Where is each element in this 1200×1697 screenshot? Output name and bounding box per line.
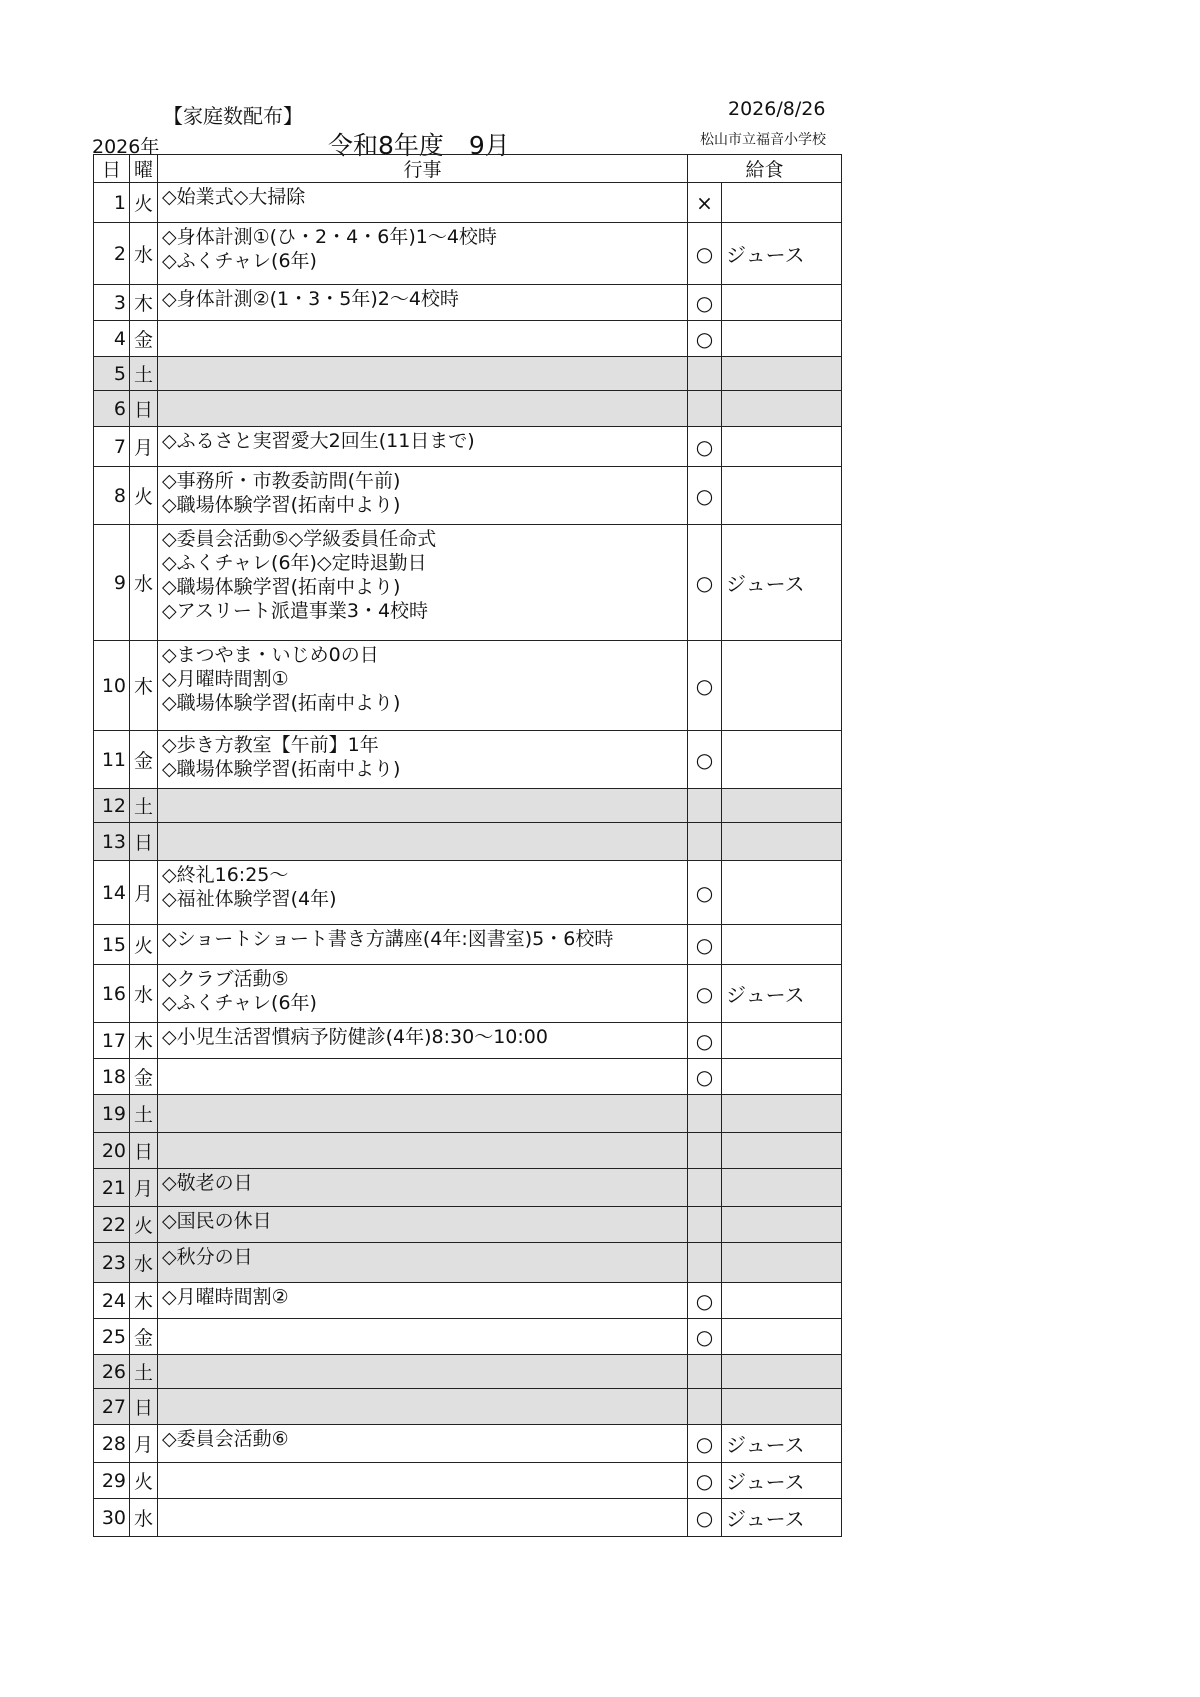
day-cell: 10	[94, 641, 130, 731]
events-cell	[158, 925, 688, 965]
lunch-note-cell	[722, 861, 842, 925]
weekday-cell: 月	[130, 1425, 158, 1463]
event-item: ◇終礼16:25～	[162, 864, 289, 886]
events-cell	[158, 1243, 688, 1283]
day-cell: 17	[94, 1023, 130, 1059]
table-row	[94, 427, 842, 467]
events-cell	[158, 823, 688, 861]
day-cell: 29	[94, 1463, 130, 1499]
lunch-mark-cell: ○	[688, 1425, 722, 1463]
lunch-mark-cell: ○	[688, 965, 722, 1023]
table-row	[94, 1059, 842, 1095]
day-cell: 26	[94, 1355, 130, 1389]
lunch-note-cell	[722, 467, 842, 525]
lunch-mark-cell: ○	[688, 1463, 722, 1499]
weekday-cell: 火	[130, 1463, 158, 1499]
lunch-mark-cell: ○	[688, 1023, 722, 1059]
event-item: ◇身体計測①(ひ・2・4・6年)1～4校時	[162, 226, 497, 248]
events-cell	[158, 1463, 688, 1499]
event-item: ◇月曜時間割②	[162, 1286, 289, 1308]
events-cell	[158, 391, 688, 427]
lunch-note-cell	[722, 391, 842, 427]
weekday-cell: 金	[130, 1059, 158, 1095]
table-row	[94, 223, 842, 285]
lunch-mark-cell	[688, 1095, 722, 1133]
lunch-mark-cell	[688, 391, 722, 427]
lunch-note-cell	[722, 789, 842, 823]
lunch-note-cell	[722, 1243, 842, 1283]
lunch-mark-cell: ○	[688, 321, 722, 357]
lunch-mark-cell: ×	[688, 183, 722, 223]
event-item: ◇委員会活動⑤◇学級委員任命式	[162, 528, 437, 550]
table-row	[94, 1463, 842, 1499]
school-name: 松山市立福音小学校	[700, 132, 826, 148]
page-title: 令和8年度 9月	[328, 131, 510, 160]
header-day: 日	[94, 155, 130, 183]
event-item: ◇職場体験学習(拓南中より)	[162, 494, 401, 516]
event-item: ◇始業式◇大掃除	[162, 186, 306, 208]
table-row	[94, 1389, 842, 1425]
header-lunch: 給食	[688, 155, 842, 183]
events-cell	[158, 1499, 688, 1537]
table-row	[94, 391, 842, 427]
lunch-mark-cell	[688, 1207, 722, 1243]
lunch-note-cell	[722, 925, 842, 965]
distribution-label: 【家庭数配布】	[163, 104, 303, 128]
weekday-cell: 日	[130, 823, 158, 861]
lunch-note-cell	[722, 1133, 842, 1169]
table-row	[94, 321, 842, 357]
day-cell: 11	[94, 731, 130, 789]
day-cell: 30	[94, 1499, 130, 1537]
day-cell: 4	[94, 321, 130, 357]
weekday-cell: 日	[130, 391, 158, 427]
table-row	[94, 467, 842, 525]
event-item: ◇事務所・市教委訪問(午前)	[162, 470, 401, 492]
lunch-mark-cell	[688, 1389, 722, 1425]
table-row	[94, 1355, 842, 1389]
weekday-cell: 金	[130, 1319, 158, 1355]
table-row	[94, 1499, 842, 1537]
day-cell: 15	[94, 925, 130, 965]
lunch-mark-cell: ○	[688, 427, 722, 467]
lunch-mark-cell: ○	[688, 525, 722, 641]
lunch-note-cell	[722, 285, 842, 321]
event-item: ◇秋分の日	[162, 1246, 253, 1268]
event-item: ◇月曜時間割①	[162, 668, 289, 690]
events-cell	[158, 1133, 688, 1169]
lunch-note-cell	[722, 357, 842, 391]
events-cell	[158, 1059, 688, 1095]
table-row	[94, 1243, 842, 1283]
lunch-mark-cell	[688, 1133, 722, 1169]
weekday-cell: 土	[130, 357, 158, 391]
events-cell	[158, 285, 688, 321]
event-item: ◇国民の休日	[162, 1210, 272, 1232]
day-cell: 16	[94, 965, 130, 1023]
lunch-note-cell	[722, 823, 842, 861]
event-item: ◇職場体験学習(拓南中より)	[162, 576, 401, 598]
lunch-note-cell	[722, 183, 842, 223]
day-cell: 23	[94, 1243, 130, 1283]
header-weekday: 曜	[130, 155, 158, 183]
table-row	[94, 925, 842, 965]
lunch-mark-cell	[688, 1355, 722, 1389]
event-item: ◇福祉体験学習(4年)	[162, 888, 337, 910]
lunch-note-cell: ジュース	[722, 965, 842, 1023]
lunch-mark-cell: ○	[688, 861, 722, 925]
weekday-cell: 木	[130, 641, 158, 731]
events-cell	[158, 861, 688, 925]
event-item: ◇まつやま・いじめ0の日	[162, 644, 379, 666]
events-cell	[158, 1095, 688, 1133]
event-item: ◇職場体験学習(拓南中より)	[162, 692, 401, 714]
lunch-note-cell	[722, 641, 842, 731]
table-row	[94, 1169, 842, 1207]
day-cell: 22	[94, 1207, 130, 1243]
lunch-note-cell	[722, 1319, 842, 1355]
lunch-note-cell	[722, 731, 842, 789]
table-row	[94, 861, 842, 925]
event-item: ◇職場体験学習(拓南中より)	[162, 758, 401, 780]
event-item: ◇ショートショート書き方講座(4年:図書室)5・6校時	[162, 928, 614, 950]
event-item: ◇ふるさと実習愛大2回生(11日まで)	[162, 430, 475, 452]
weekday-cell: 土	[130, 1095, 158, 1133]
event-item: ◇委員会活動⑥	[162, 1428, 289, 1450]
events-cell	[158, 357, 688, 391]
events-cell	[158, 965, 688, 1023]
day-cell: 8	[94, 467, 130, 525]
event-item: ◇ふくチャレ(6年)	[162, 250, 317, 272]
events-cell	[158, 1283, 688, 1319]
schedule-body	[94, 183, 842, 1537]
day-cell: 24	[94, 1283, 130, 1319]
lunch-note-cell: ジュース	[722, 1463, 842, 1499]
lunch-note-cell	[722, 427, 842, 467]
lunch-mark-cell: ○	[688, 223, 722, 285]
weekday-cell: 日	[130, 1389, 158, 1425]
weekday-cell: 火	[130, 1207, 158, 1243]
lunch-mark-cell: ○	[688, 925, 722, 965]
event-item: ◇身体計測②(1・3・5年)2～4校時	[162, 288, 459, 310]
events-cell	[158, 467, 688, 525]
lunch-mark-cell: ○	[688, 467, 722, 525]
table-row	[94, 965, 842, 1023]
day-cell: 27	[94, 1389, 130, 1425]
lunch-mark-cell	[688, 823, 722, 861]
lunch-mark-cell: ○	[688, 285, 722, 321]
weekday-cell: 水	[130, 1499, 158, 1537]
weekday-cell: 水	[130, 1243, 158, 1283]
table-row	[94, 1095, 842, 1133]
table-row	[94, 641, 842, 731]
weekday-cell: 土	[130, 1355, 158, 1389]
events-cell	[158, 321, 688, 357]
issue-date: 2026/8/26	[728, 98, 826, 120]
lunch-note-cell	[722, 1023, 842, 1059]
day-cell: 3	[94, 285, 130, 321]
table-row	[94, 183, 842, 223]
day-cell: 21	[94, 1169, 130, 1207]
table-row	[94, 1023, 842, 1059]
table-row	[94, 525, 842, 641]
weekday-cell: 木	[130, 1283, 158, 1319]
day-cell: 13	[94, 823, 130, 861]
weekday-cell: 火	[130, 183, 158, 223]
lunch-note-cell: ジュース	[722, 1425, 842, 1463]
lunch-mark-cell: ○	[688, 641, 722, 731]
table-header-row	[94, 155, 842, 183]
event-item: ◇クラブ活動⑤	[162, 968, 289, 990]
table-row	[94, 1283, 842, 1319]
lunch-mark-cell	[688, 357, 722, 391]
day-cell: 9	[94, 525, 130, 641]
weekday-cell: 水	[130, 965, 158, 1023]
lunch-note-cell	[722, 321, 842, 357]
lunch-note-cell: ジュース	[722, 525, 842, 641]
event-item: ◇ふくチャレ(6年)◇定時退勤日	[162, 552, 427, 574]
table-row	[94, 1319, 842, 1355]
lunch-note-cell	[722, 1355, 842, 1389]
weekday-cell: 土	[130, 789, 158, 823]
lunch-note-cell	[722, 1283, 842, 1319]
day-cell: 5	[94, 357, 130, 391]
lunch-mark-cell	[688, 1243, 722, 1283]
event-item: ◇敬老の日	[162, 1172, 253, 1194]
weekday-cell: 月	[130, 427, 158, 467]
weekday-cell: 金	[130, 731, 158, 789]
lunch-note-cell	[722, 1095, 842, 1133]
events-cell	[158, 1023, 688, 1059]
table-row	[94, 731, 842, 789]
table-row	[94, 789, 842, 823]
year-label: 2026年	[92, 136, 160, 158]
lunch-note-cell	[722, 1207, 842, 1243]
events-cell	[158, 183, 688, 223]
event-item: ◇歩き方教室【午前】1年	[162, 734, 379, 756]
events-cell	[158, 1425, 688, 1463]
weekday-cell: 月	[130, 1169, 158, 1207]
day-cell: 12	[94, 789, 130, 823]
weekday-cell: 日	[130, 1133, 158, 1169]
lunch-mark-cell: ○	[688, 731, 722, 789]
day-cell: 19	[94, 1095, 130, 1133]
weekday-cell: 金	[130, 321, 158, 357]
lunch-note-cell	[722, 1169, 842, 1207]
header-events: 行事	[158, 155, 688, 183]
weekday-cell: 木	[130, 1023, 158, 1059]
day-cell: 1	[94, 183, 130, 223]
lunch-note-cell: ジュース	[722, 1499, 842, 1537]
events-cell	[158, 1355, 688, 1389]
events-cell	[158, 1319, 688, 1355]
table-row	[94, 1207, 842, 1243]
lunch-mark-cell	[688, 789, 722, 823]
event-item: ◇アスリート派遣事業3・4校時	[162, 600, 429, 622]
table-row	[94, 357, 842, 391]
table-row	[94, 1133, 842, 1169]
events-cell	[158, 731, 688, 789]
day-cell: 28	[94, 1425, 130, 1463]
events-cell	[158, 427, 688, 467]
events-cell	[158, 1207, 688, 1243]
events-cell	[158, 1389, 688, 1425]
schedule-table	[93, 154, 842, 1537]
day-cell: 6	[94, 391, 130, 427]
lunch-mark-cell: ○	[688, 1499, 722, 1537]
weekday-cell: 火	[130, 467, 158, 525]
day-cell: 2	[94, 223, 130, 285]
lunch-mark-cell: ○	[688, 1319, 722, 1355]
table-row	[94, 1425, 842, 1463]
events-cell	[158, 789, 688, 823]
weekday-cell: 火	[130, 925, 158, 965]
lunch-note-cell	[722, 1059, 842, 1095]
table-row	[94, 823, 842, 861]
lunch-mark-cell: ○	[688, 1059, 722, 1095]
weekday-cell: 月	[130, 861, 158, 925]
day-cell: 25	[94, 1319, 130, 1355]
events-cell	[158, 525, 688, 641]
events-cell	[158, 1169, 688, 1207]
event-item: ◇小児生活習慣病予防健診(4年)8:30～10:00	[162, 1026, 548, 1048]
day-cell: 14	[94, 861, 130, 925]
event-item: ◇ふくチャレ(6年)	[162, 992, 317, 1014]
day-cell: 18	[94, 1059, 130, 1095]
lunch-mark-cell: ○	[688, 1283, 722, 1319]
weekday-cell: 水	[130, 223, 158, 285]
table-row	[94, 285, 842, 321]
lunch-note-cell: ジュース	[722, 223, 842, 285]
day-cell: 7	[94, 427, 130, 467]
events-cell	[158, 223, 688, 285]
events-cell	[158, 641, 688, 731]
weekday-cell: 水	[130, 525, 158, 641]
lunch-note-cell	[722, 1389, 842, 1425]
weekday-cell: 木	[130, 285, 158, 321]
day-cell: 20	[94, 1133, 130, 1169]
lunch-mark-cell	[688, 1169, 722, 1207]
